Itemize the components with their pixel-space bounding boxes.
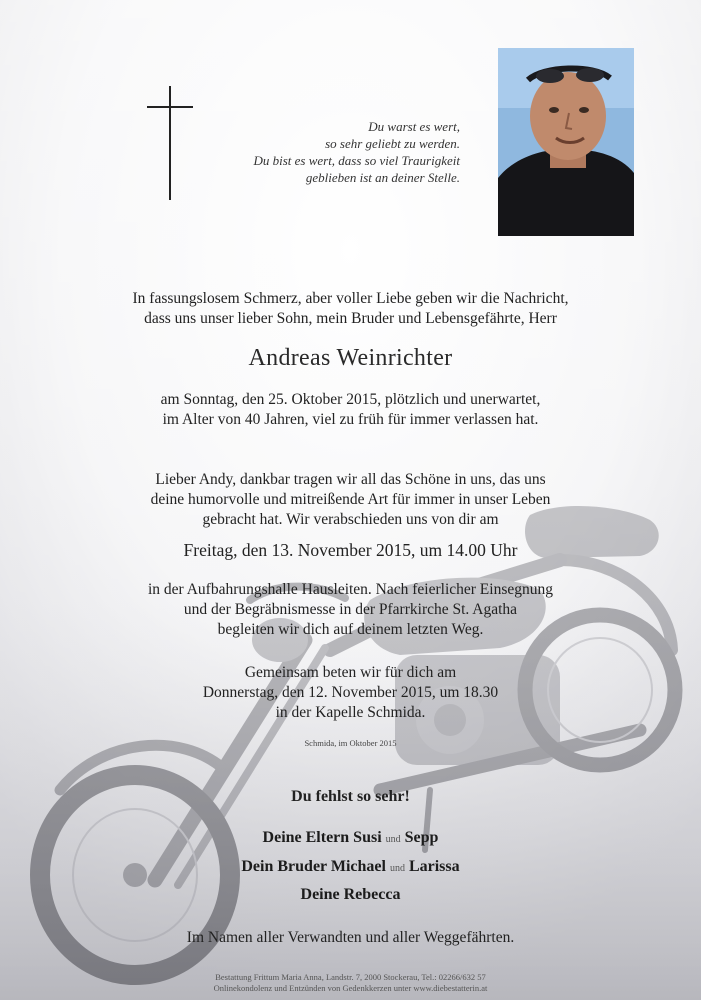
intro-text (0, 289, 701, 329)
prayer-line: Donnerstag, den 12. November 2015, um 18.30 (202, 684, 499, 701)
intro-line: In fassungslosem Schmerz, aber voller Liebe geben wir die Nachricht, (132, 290, 569, 307)
ceremony-text (0, 580, 701, 640)
place-date: Schmida, im Oktober 2015 (304, 738, 397, 748)
prayer-text (0, 663, 701, 723)
quote-line: Du warst es wert, (368, 119, 460, 134)
death-info (0, 390, 701, 430)
relatives-line: Im Namen aller Verwandten und aller Weggefährten. (186, 929, 515, 946)
funeral-date: Freitag, den 13. November 2015, um 14.00 Uhr (183, 540, 518, 560)
intro-line: dass uns unser lieber Sohn, mein Bruder und Lebensgefährte, Herr (144, 310, 557, 327)
conjunction: und (385, 834, 401, 845)
prayer-line: in der Kapelle Schmida. (275, 704, 426, 721)
missed-line: Du fehlst so sehr! (291, 788, 410, 805)
quote-line: Du bist es wert, dass so viel Traurigkeit (253, 153, 460, 168)
family-daughter: Deine Rebecca (300, 886, 401, 903)
ceremony-line: und der Begräbnismesse in der Pfarrkirche St. Agatha (183, 601, 518, 618)
death-info-line: am Sonntag, den 25. Oktober 2015, plötzlich und unerwartet, (160, 391, 541, 408)
cross-icon (146, 86, 194, 200)
memorial-quote (210, 118, 460, 186)
prayer-line: Gemeinsam beten wir für dich am (244, 664, 457, 681)
conjunction: und (389, 863, 405, 874)
undertaker-footer (0, 972, 701, 994)
parents-name: Sepp (404, 829, 439, 846)
family-parents (0, 829, 701, 847)
death-info-line: im Alter von 40 Jahren, viel zu früh für immer verlassen hat. (162, 411, 539, 428)
portrait-photo (498, 48, 634, 236)
ceremony-line: in der Aufbahrungshalle Hausleiten. Nach feierlicher Einsegnung (147, 581, 553, 598)
family-brother (0, 858, 701, 876)
brother-name: Dein Bruder Michael (241, 858, 386, 875)
deceased-name: Andreas Weinrichter (248, 345, 453, 371)
footer-line: Onlinekondolenz und Entzünden von Gedenkkerzen unter www.diebestatterin.at (213, 983, 488, 993)
farewell-line: deine humorvolle und mitreißende Art für immer in unser Leben (150, 491, 551, 508)
quote-line: geblieben ist an deiner Stelle. (305, 170, 460, 185)
partner-name: Larissa (408, 858, 460, 875)
quote-line: so sehr geliebt zu werden. (325, 136, 460, 151)
ceremony-line: begleiten wir dich auf deinem letzten Weg. (217, 621, 484, 638)
footer-line: Bestattung Frittum Maria Anna, Landstr. 7, 2000 Stockerau, Tel.: 02266/632 57 (215, 972, 486, 982)
farewell-line: Lieber Andy, dankbar tragen wir all das Schöne in uns, das uns (155, 471, 546, 488)
farewell-text (0, 470, 701, 530)
parents-name: Deine Eltern Susi (262, 829, 382, 846)
farewell-line: gebracht hat. Wir verabschieden uns von dir am (202, 511, 499, 528)
